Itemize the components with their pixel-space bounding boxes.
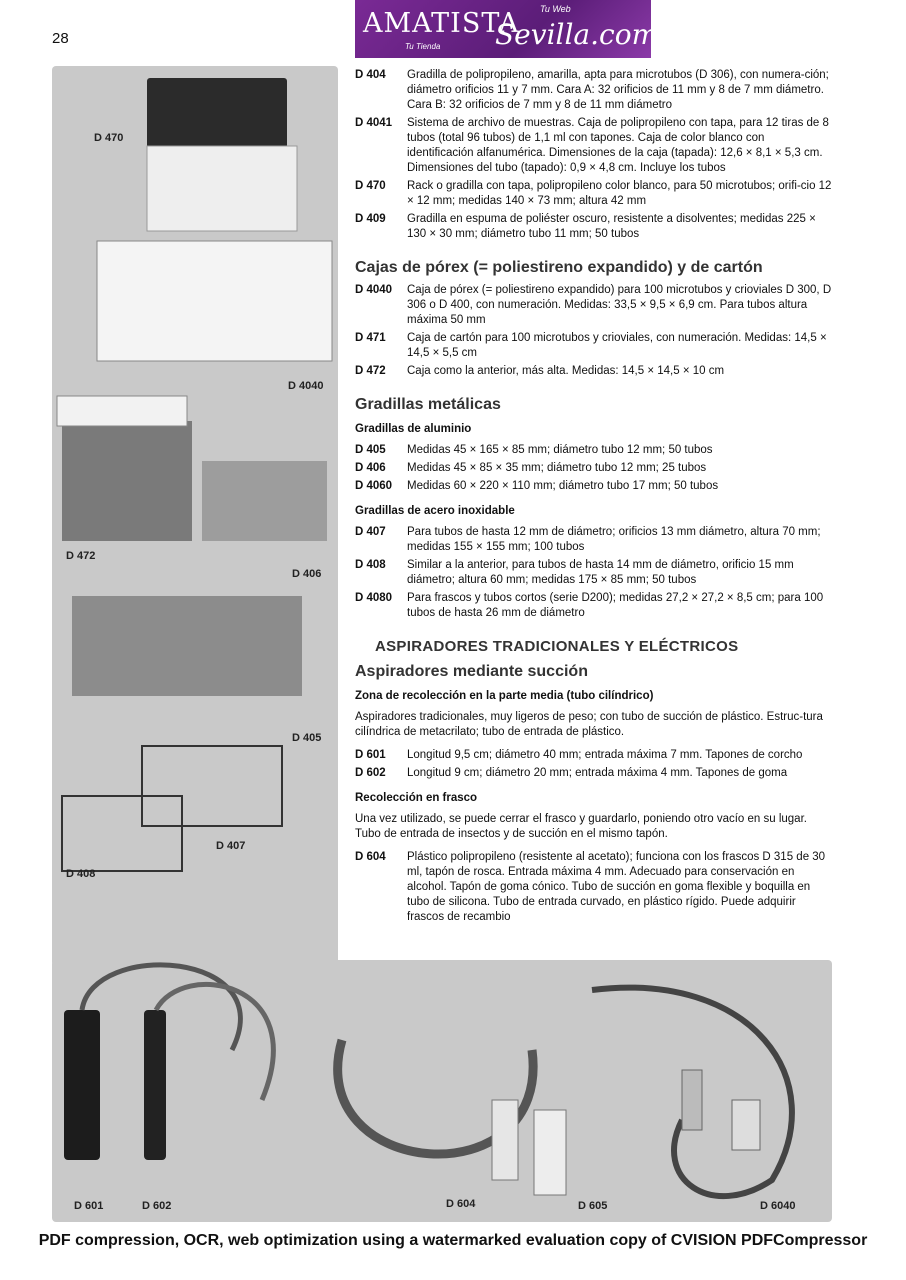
frasco-heading: Recolección en frasco	[355, 792, 478, 804]
item-desc: Para frascos y tubos cortos (serie D200); medidas 27,2 × 27,2 × 8,5 cm; para 100 tubos de hasta 26 mm de diámetro	[407, 592, 824, 619]
item-desc: Longitud 9,5 cm; diámetro 40 mm; entrada máxima 7 mm. Tapones de corcho	[407, 749, 803, 761]
cardboard-lid-shape	[57, 396, 187, 426]
item-code: D 4060	[355, 480, 393, 492]
item-code: D 4041	[355, 117, 393, 129]
label-d472: D 472	[66, 550, 96, 562]
zona-text: Aspiradores tradicionales, muy ligeros de peso; con tubo de succión de plástico. Estruc-tura cilíndrica de metacrilato; tubo de entrada de plástico.	[355, 711, 823, 738]
item-d407	[355, 525, 833, 555]
item-code: D 4080	[355, 592, 393, 604]
steel-rack-shape-1	[142, 746, 282, 826]
rack-base-shape	[147, 146, 297, 231]
acero-heading: Gradillas de acero inoxidable	[355, 505, 515, 517]
banner-title-right: Sevilla.com	[495, 18, 659, 51]
item-desc: Caja de cartón para 100 microtubos y crioviales, con numeración. Medidas: 14,5 × 14,5 × 5,5 cm	[407, 332, 827, 359]
item-code: D 4040	[355, 284, 393, 296]
item-d409	[355, 212, 833, 242]
item-code: D 406	[355, 462, 386, 474]
item-d4041	[355, 116, 833, 176]
label-d604: D 604	[446, 1198, 476, 1210]
bottle-d604-shape	[492, 1100, 518, 1180]
zona-heading: Zona de recolección en la parte media (tubo cilíndrico)	[355, 690, 654, 702]
banner-tag-top: Tu Web	[540, 4, 571, 14]
label-d470: D 470	[94, 132, 124, 144]
product-photo-racks	[52, 66, 338, 966]
item-code: D 472	[355, 365, 386, 377]
bottle-d604b-shape	[534, 1110, 566, 1195]
item-desc: Gradilla en espuma de poliéster oscuro, resistente a disolventes; medidas 225 × 130 × 30 mm; diámetro tubo 11 mm; 50 tubos	[407, 213, 816, 240]
label-d602: D 602	[142, 1200, 172, 1212]
item-code: D 405	[355, 444, 386, 456]
label-d605: D 605	[578, 1200, 608, 1212]
aspirator-d605-shape	[682, 1070, 702, 1130]
item-desc: Caja de pórex (= poliestireno expandido) para 100 microtubos y crioviales D 300, D 306 o D 400, con numeración. Medidas: 33,5 × 9,5 × 6,9 cm. Para tubos altura máxima 50 mm	[407, 284, 832, 326]
watermark-footer: PDF compression, OCR, web optimization using a watermarked evaluation copy of CVISION PDFCompressor	[38, 1232, 868, 1249]
catalog-text-column	[355, 68, 833, 928]
aspiradores-section-title: ASPIRADORES TRADICIONALES Y ELÉCTRICOS	[375, 638, 739, 655]
porex-box-shape	[97, 241, 332, 361]
banner-tag-bottom: Tu Tienda	[405, 42, 441, 51]
item-d408	[355, 558, 833, 588]
metal-heading: Gradillas metálicas	[355, 396, 501, 413]
item-desc: Caja como la anterior, más alta. Medidas: 14,5 × 14,5 × 10 cm	[407, 365, 725, 377]
label-d406: D 406	[292, 568, 322, 580]
item-d404	[355, 68, 833, 113]
item-d4040	[355, 283, 833, 328]
item-d604	[355, 850, 833, 925]
aluminium-rack-large-shape	[72, 596, 302, 696]
item-code: D 601	[355, 749, 386, 761]
aspirators-illustration	[52, 960, 832, 1222]
label-d6040: D 6040	[760, 1200, 796, 1212]
item-desc: Medidas 45 × 165 × 85 mm; diámetro tubo 12 mm; 50 tubos	[407, 444, 713, 456]
vial-d6040-shape	[732, 1100, 760, 1150]
page-number: 28	[52, 30, 69, 47]
item-code: D 407	[355, 526, 386, 538]
aluminium-rack-small-shape	[202, 461, 327, 541]
item-code: D 409	[355, 213, 386, 225]
item-code: D 408	[355, 559, 386, 571]
item-code: D 471	[355, 332, 386, 344]
item-d4060	[355, 479, 833, 494]
item-desc: Para tubos de hasta 12 mm de diámetro; orificios 13 mm diámetro, altura 70 mm; medidas 155 × 155 mm; 100 tubos	[407, 526, 821, 553]
banner-title-left: AMATISTA	[363, 8, 520, 39]
item-desc: Similar a la anterior, para tubos de hasta 14 mm de diámetro, orificio 15 mm diámetro; altura 60 mm; medidas 175 × 85 mm; 50 tubos	[407, 559, 794, 586]
label-d601: D 601	[74, 1200, 104, 1212]
item-d471	[355, 331, 833, 361]
item-d405	[355, 443, 833, 458]
item-desc: Medidas 60 × 220 × 110 mm; diámetro tubo 17 mm; 50 tubos	[407, 480, 719, 492]
item-d472	[355, 364, 833, 379]
label-d405: D 405	[292, 732, 322, 744]
site-banner[interactable]	[355, 0, 659, 58]
item-code: D 602	[355, 767, 386, 779]
cardboard-box-shape	[62, 421, 192, 541]
label-d407: D 407	[216, 840, 246, 852]
product-photo-aspirators	[52, 960, 832, 1222]
item-desc: Plástico polipropileno (resistente al acetato); funciona con los frascos D 315 de 30 ml, tapón de rosca. Entrada máxima 4 mm. Adecuado para conservación en alcohol. Tapón de goma cónico. Tubo de succión en goma flexible y boquilla en tubo de silicona. Tubo de entrada curvado, en plástico rígido. Puede adquirir frascos de recambio	[407, 851, 826, 923]
frasco-text: Una vez utilizado, se puede cerrar el frasco y guardarlo, poniendo otro vacío en su lugar. Tubo de entrada de insectos y de succión en el mismo tapón.	[355, 813, 807, 840]
item-code: D 470	[355, 180, 386, 192]
item-code: D 604	[355, 851, 386, 863]
item-d470	[355, 179, 833, 209]
rack-lid-shape	[147, 78, 287, 148]
aspirator-d602-shape	[144, 1010, 166, 1160]
item-desc: Longitud 9 cm; diámetro 20 mm; entrada máxima 4 mm. Tapones de goma	[407, 767, 788, 779]
racks-illustration	[52, 66, 338, 966]
item-d602	[355, 766, 833, 781]
aspirator-d601-shape	[64, 1010, 100, 1160]
item-d406	[355, 461, 833, 476]
porex-heading: Cajas de pórex (= poliestireno expandido) y de cartón	[355, 259, 763, 276]
item-desc: Sistema de archivo de muestras. Caja de polipropileno con tapa, para 12 tiras de 8 tubos (total 96 tubos) de 1,1 ml con tapones. Caja de color blanco con identificación alfanumérica. Dimensiones de la caja (tapada): 12,6 × 8,1 × 5,3 cm. Dimensiones del tubo (tapado): 0,9 × 4,8 cm. Incluye los tubos	[407, 117, 829, 174]
tube-d602-shape	[156, 984, 273, 1100]
label-d4040: D 4040	[288, 380, 324, 392]
item-d4080	[355, 591, 833, 621]
label-d408: D 408	[66, 868, 96, 880]
item-code: D 404	[355, 69, 386, 81]
steel-rack-shape-2	[62, 796, 182, 871]
item-desc: Gradilla de polipropileno, amarilla, apta para microtubos (D 306), con numera-ción; diámetro orificios 11 y 7 mm. Cara A: 32 orificios de 11 mm y 8 de 7 mm diámetro. Cara B: 32 orificios de 7 mm y 8 de 11 mm diámetro	[407, 69, 829, 111]
aspiradores-heading: Aspiradores mediante succión	[355, 663, 588, 680]
item-desc: Rack o gradilla con tapa, polipropileno color blanco, para 50 microtubos; orifi-cio 12 × 12 mm; medidas 140 × 73 mm; altura 42 mm	[407, 180, 832, 207]
aluminio-heading: Gradillas de aluminio	[355, 423, 472, 435]
item-desc: Medidas 45 × 85 × 35 mm; diámetro tubo 12 mm; 25 tubos	[407, 462, 707, 474]
item-d601	[355, 748, 833, 763]
